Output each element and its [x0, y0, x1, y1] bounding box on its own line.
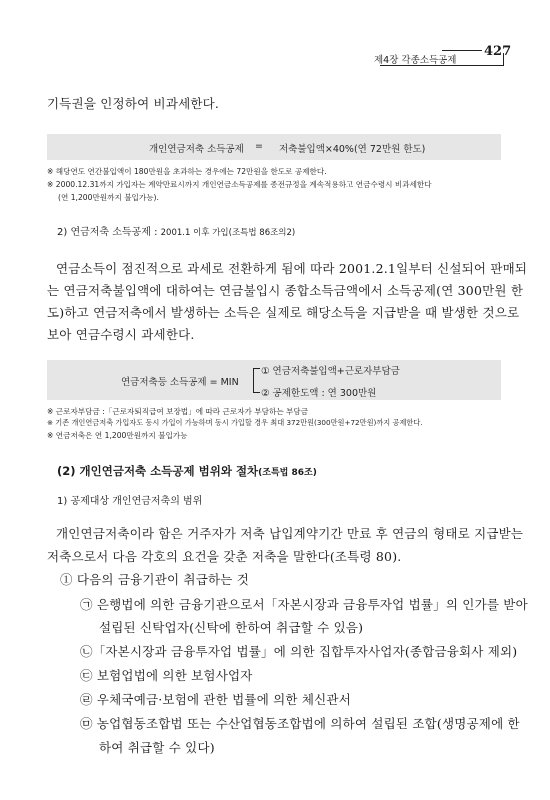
section-title: (2) 개인연금저축 소득공제 범위와 절차	[57, 464, 259, 478]
para2-line-1: 개인연금저축이라 함은 거주자가 저축 납입계약기간 만료 후 연금의 형태로 지급받는	[56, 526, 524, 541]
subheading-pension-savings	[57, 223, 295, 238]
note-2-1: ※ 근로자부담금 :「근로자퇴직급여 보장법」에 따라 근로자가 부담하는 부담금	[47, 407, 309, 416]
subheading-label: 2) 연금저축 소득공제 :	[57, 227, 161, 238]
para1-line-2: 는 연금저축불입액에 대하여는 연금불입시 종합소득금액에서 소득공제(연 300만원 한	[47, 283, 524, 298]
note-2-3: ※ 연금저축은 연 1,200만원까지 불입가능	[47, 431, 188, 440]
formula-2-left: 연금저축등 소득공제 = MIN	[121, 377, 239, 388]
formula-box-2	[47, 360, 501, 400]
subitem-c: ㉢ 보험업법에 의한 보험사업자	[80, 668, 253, 683]
para2-line-2: 저축으로서 다음 각호의 요건을 갖춘 저축을 말한다(조특령 80).	[47, 549, 402, 564]
subheading-scope: 1) 공제대상 개인연금저축의 범위	[57, 496, 203, 507]
subitem-a-line-1: ㉠ 은행법에 의한 금융기관으로서「자본시장과 금융투자업 법률」의 인가를 받아	[80, 597, 528, 612]
para1-line-4: 보아 연금수령시 과세한다.	[47, 327, 195, 342]
formula-2-option-2: ② 공제한도액 : 연 300만원	[261, 388, 377, 399]
note-1-1: ※ 해당연도 연간불입액이 180만원을 초과하는 경우에는 72만원을 한도로 공제한다.	[47, 167, 327, 176]
formula-1-right: 저축불입액×40%(연 72만원 한도)	[279, 144, 426, 155]
formula-1-left: 개인연금저축 소득공제	[149, 144, 244, 155]
header-rule-bottom	[380, 65, 504, 66]
subheading-ref: 2001.1 이후 가입(조특법 86조의2)	[160, 228, 296, 238]
header-rule-tick	[503, 53, 504, 65]
formula-1-eq: =	[255, 141, 263, 152]
page-header	[374, 44, 512, 66]
formula-box-1	[47, 134, 501, 160]
chapter-title: 제4장 각종소득공제	[374, 55, 457, 66]
note-1-2: ※ 2000.12.31까지 가입자는 계약만료시까지 개인연금소득공제를 종전규정을 계속적용하고 연금수령시 비과세한다	[47, 180, 432, 189]
para1-line-1: 연금소득이 점진적으로 과세로 전환하게 됨에 따라 2001.2.1일부터 신설되어 판매되	[56, 261, 528, 276]
intro-line: 기득권을 인정하여 비과세한다.	[47, 96, 220, 111]
subitem-d: ㉣ 우체국예금·보험에 관한 법률에 의한 체신관서	[80, 692, 351, 707]
note-1-3: (연 1,200만원까지 불입가능).	[58, 193, 159, 202]
min-bracket	[253, 368, 260, 393]
item-1: ① 다음의 금융기관이 취급하는 것	[60, 572, 249, 587]
note-2-2: ※ 기존 개인연금저축 가입자도 동시 가입이 가능하며 동시 가입할 경우 최대 372만원(300만원+72만원)까지 공제한다.	[47, 418, 423, 427]
header-rule-top	[442, 50, 482, 51]
page-number: 427	[484, 44, 512, 59]
subitem-e-line-1: ㉤ 농업협동조합법 또는 수산업협동조합법에 의하여 설립된 조합(생명공제에 한	[80, 716, 520, 731]
formula-2-option-1: ① 연금저축불입액+근로자부담금	[261, 366, 400, 377]
section-heading	[57, 460, 317, 479]
subitem-b: ㉡「자본시장과 금융투자업 법률」에 의한 집합투자사업자(종합금융회사 제외)	[80, 644, 518, 659]
subitem-e-line-2: 하여 취급할 수 있다)	[99, 740, 215, 755]
subitem-a-line-2: 설립된 신탁업자(신탁에 한하여 취급할 수 있음)	[99, 620, 364, 635]
section-ref: (조특법 86조)	[258, 468, 317, 478]
para1-line-3: 도)하고 연금저축에서 발생하는 소득은 실제로 해당소득을 지급받을 때 발생한 것으로	[47, 305, 520, 320]
